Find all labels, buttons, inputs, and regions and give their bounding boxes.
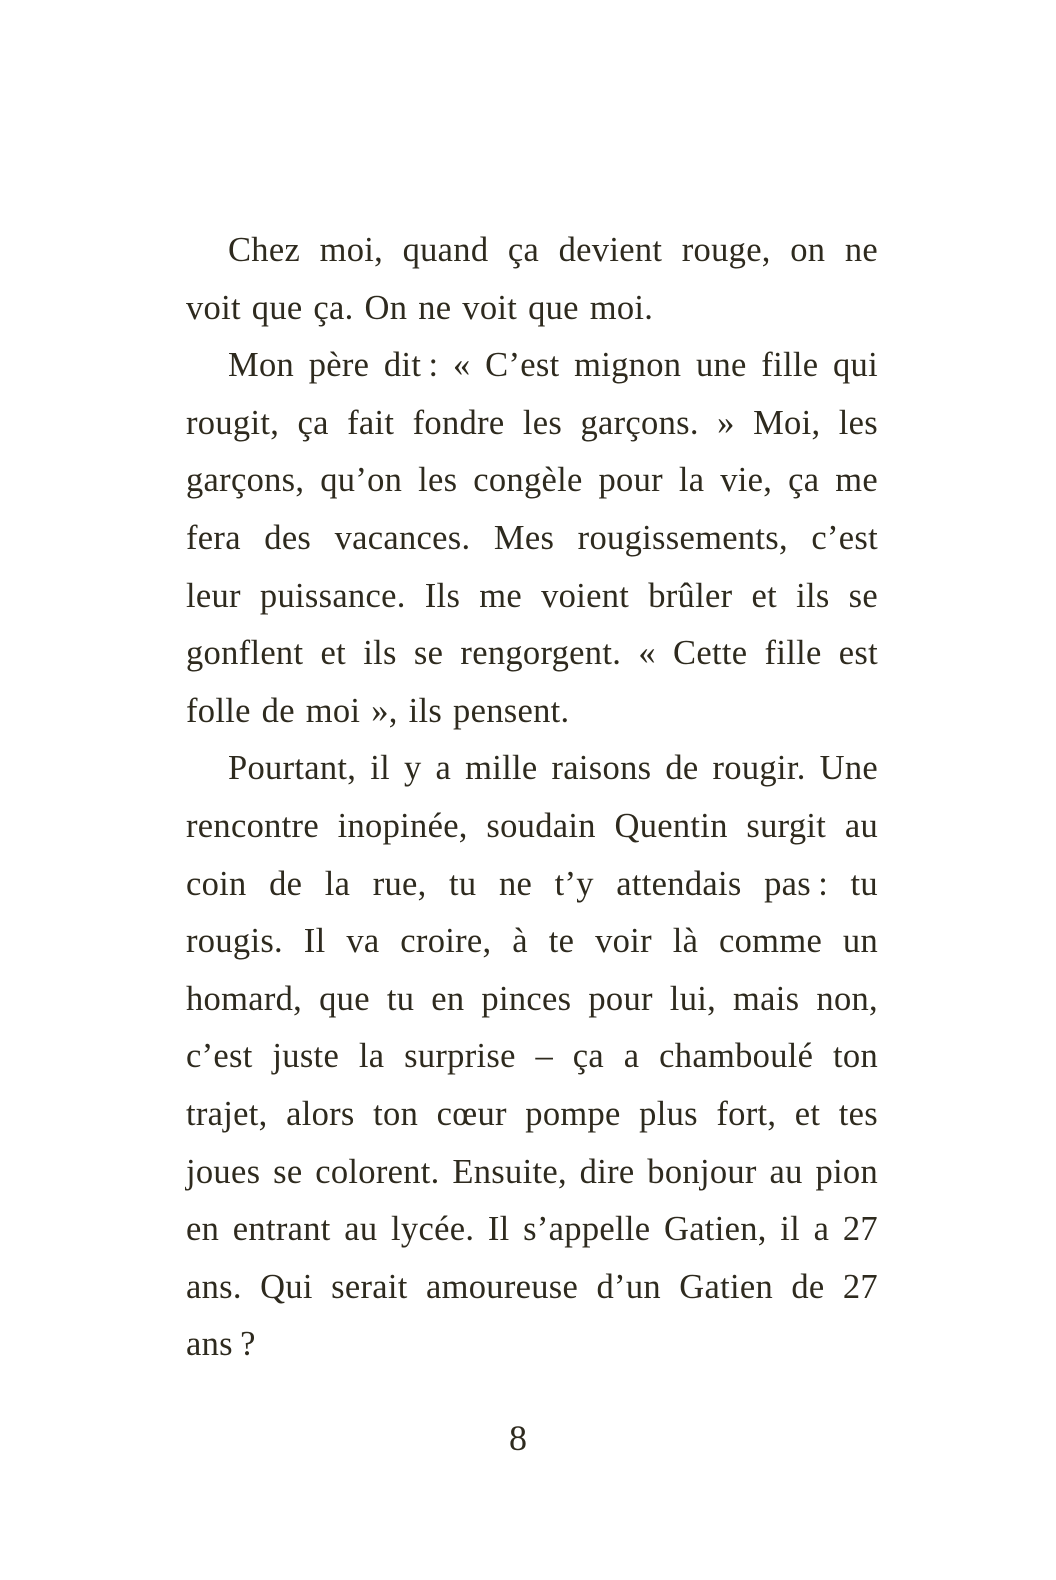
body-text (186, 222, 878, 1374)
paragraph: Mon père dit : « C’est mignon une fille qui rougit, ça fait fondre les garçons. » Moi, les garçons, qu’on les congèle pour la vie, ça me fera des vacances. Mes rougissements, c’est leur puissance. Ils me voient brûler et ils se gonflent et ils se rengorgent. « Cette fille est folle de moi », ils pensent. (186, 346, 878, 730)
paragraph: Pourtant, il y a mille raisons de rougir. Une rencontre inopinée, soudain Quentin surgit au coin de la rue, tu ne t’y attendais pas : tu rougis. Il va croire, à te voir là comme un homard, que tu en pinces pour lui, mais non, c’est juste la surprise – ça a chamboulé ton trajet, alors ton cœur pompe plus fort, et tes joues se colorent. Ensuite, dire bonjour au pion en entrant au lycée. Il s’appelle Gatien, il a 27 ans. Qui serait amoureuse d’un Gatien de 27 ans ? (186, 749, 878, 1364)
paragraph: Chez moi, quand ça devient rouge, on ne voit que ça. On ne voit que moi. (186, 231, 878, 327)
page-number: 8 (509, 1418, 527, 1458)
